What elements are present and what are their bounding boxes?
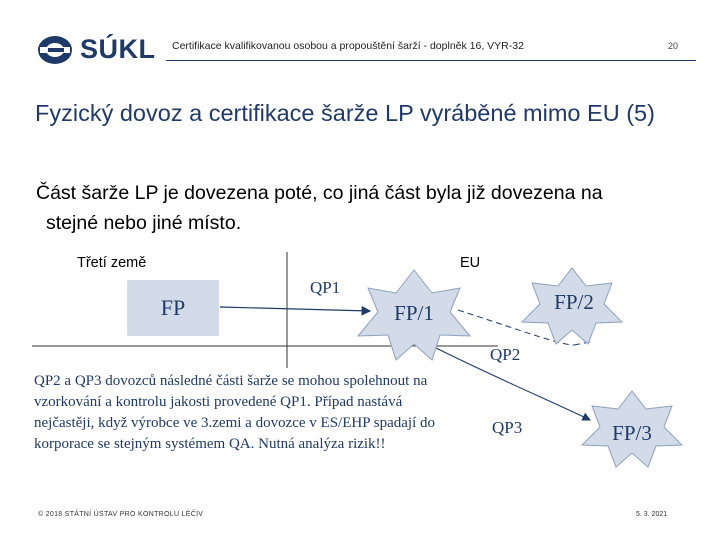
body-line-1: Část šarže LP je dovezena poté, co jiná část byla již dovezena na	[36, 182, 603, 204]
qp1-label: QP1	[310, 278, 341, 297]
footer-copyright: © 2018 STÁTNÍ ÚSTAV PRO KONTROLU LÉČIV	[38, 511, 204, 518]
region-third-country: Třetí země	[77, 255, 147, 271]
page-number: 20	[668, 41, 679, 51]
fp2-label: FP/2	[554, 289, 594, 314]
note-text: QP2 a QP3 dovozců následné části šarže se mohou spolehnout na vzorkování a kontrolu jakosti provedené QP1. Případ nastává nejčastěji, když výrobce ve 3.zemi a dovozce v ES/EHP spadají do korporace se stejným systémem QA. Nutná analýza rizik!!	[34, 373, 435, 452]
fp3-label: FP/3	[612, 420, 652, 445]
region-eu: EU	[460, 255, 481, 271]
fp-label: FP	[160, 295, 186, 320]
footer-date: 5. 3. 2021	[636, 511, 668, 518]
arrow-fp-to-fp1	[220, 307, 370, 311]
qp2-label: QP2	[490, 345, 521, 364]
fp-box	[127, 280, 219, 336]
header-title: Certifikace kvalifikovanou osobou a propouštění šarží - doplněk 16, VYR-32	[172, 40, 524, 52]
body-line-2: stejné nebo jiné místo.	[46, 212, 242, 234]
fp1-label: FP/1	[394, 300, 434, 325]
qp3-label: QP3	[492, 418, 523, 437]
logo-text: SÚKL	[80, 34, 156, 64]
slide-title: Fyzický dovoz a certifikace šarže LP vyráběné mimo EU (5)	[35, 100, 655, 126]
